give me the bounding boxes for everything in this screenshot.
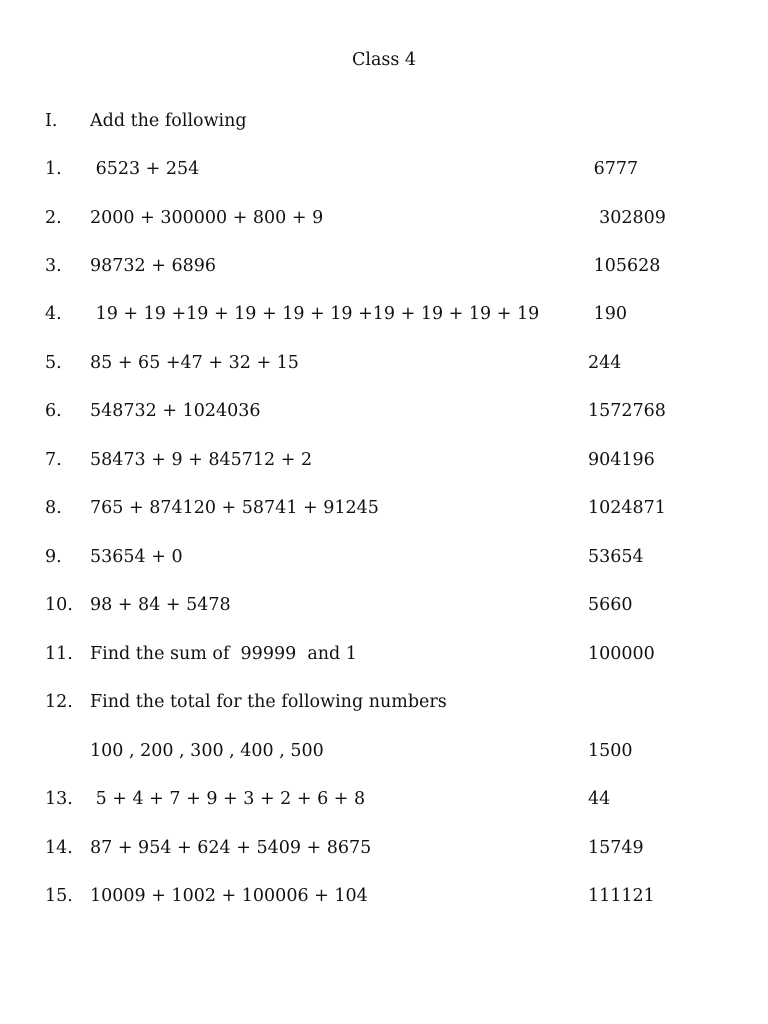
- problem-row: [0, 690, 768, 714]
- problem-row: [0, 496, 768, 520]
- problem-number: 10.: [45, 595, 73, 615]
- problem-number: 15.: [45, 886, 73, 906]
- problem-row: [0, 206, 768, 230]
- problem-expression: 19 + 19 +19 + 19 + 19 + 19 +19 + 19 + 19 + 19: [90, 304, 540, 324]
- problem-expression: 548732 + 1024036: [90, 401, 261, 421]
- problem-row: [0, 787, 768, 811]
- problem-row: [0, 254, 768, 278]
- problem-number: 9.: [45, 547, 62, 567]
- problem-expression: 58473 + 9 + 845712 + 2: [90, 450, 313, 470]
- section-heading-row: [0, 109, 768, 133]
- problem-row: [0, 642, 768, 666]
- problem-row: [0, 836, 768, 860]
- problem-answer: 111121: [588, 886, 655, 906]
- problem-expression: 6523 + 254: [90, 159, 200, 179]
- problem-expression: 5 + 4 + 7 + 9 + 3 + 2 + 6 + 8: [90, 789, 366, 809]
- problem-expression: 85 + 65 +47 + 32 + 15: [90, 353, 299, 373]
- problem-answer: 1024871: [588, 498, 666, 518]
- problem-answer: 244: [588, 353, 622, 373]
- problem-number: 11.: [45, 644, 73, 664]
- problem-answer: 100000: [588, 644, 655, 664]
- problem-answer: 302809: [588, 208, 666, 228]
- problem-number: 3.: [45, 256, 62, 276]
- problem-expression: 98732 + 6896: [90, 256, 216, 276]
- problem-expression: Find the sum of 99999 and 1: [90, 644, 357, 664]
- problem-expression: 765 + 874120 + 58741 + 91245: [90, 498, 379, 518]
- problem-row: [0, 399, 768, 423]
- problem-answer: 105628: [588, 256, 661, 276]
- problem-answer: 53654: [588, 547, 644, 567]
- problem-answer: 6777: [588, 159, 639, 179]
- problem-number: 12.: [45, 692, 73, 712]
- problem-row: [0, 448, 768, 472]
- problem-number: 2.: [45, 208, 62, 228]
- section-heading: Add the following: [90, 111, 247, 131]
- problem-answer: 190: [588, 304, 627, 324]
- problem-answer: 904196: [588, 450, 655, 470]
- problem-row: [0, 302, 768, 326]
- problem-expression: Find the total for the following numbers: [90, 692, 447, 712]
- problem-answer: 5660: [588, 595, 633, 615]
- problem-answer: 44: [588, 789, 611, 809]
- problem-number: 4.: [45, 304, 62, 324]
- problem-expression: 10009 + 1002 + 100006 + 104: [90, 886, 368, 906]
- problem-number: 6.: [45, 401, 62, 421]
- problem-expression: 100 , 200 , 300 , 400 , 500: [90, 741, 324, 761]
- problem-number: 8.: [45, 498, 62, 518]
- problem-expression: 87 + 954 + 624 + 5409 + 8675: [90, 838, 372, 858]
- problem-continuation-row: [0, 739, 768, 763]
- problem-number: 14.: [45, 838, 73, 858]
- problem-number: 5.: [45, 353, 62, 373]
- problem-row: [0, 351, 768, 375]
- problem-expression: 53654 + 0: [90, 547, 183, 567]
- problem-number: 13.: [45, 789, 73, 809]
- problem-number: 7.: [45, 450, 62, 470]
- problem-expression: 98 + 84 + 5478: [90, 595, 231, 615]
- problem-expression: 2000 + 300000 + 800 + 9: [90, 208, 324, 228]
- problem-number: 1.: [45, 159, 62, 179]
- section-numeral: I.: [45, 111, 58, 131]
- problem-row: [0, 157, 768, 181]
- page-title: Class 4: [351, 50, 417, 70]
- problem-row: [0, 884, 768, 908]
- problem-row: [0, 593, 768, 617]
- problem-answer: 1572768: [588, 401, 666, 421]
- problem-answer: 15749: [588, 838, 644, 858]
- problem-answer: 1500: [588, 741, 633, 761]
- problem-row: [0, 545, 768, 569]
